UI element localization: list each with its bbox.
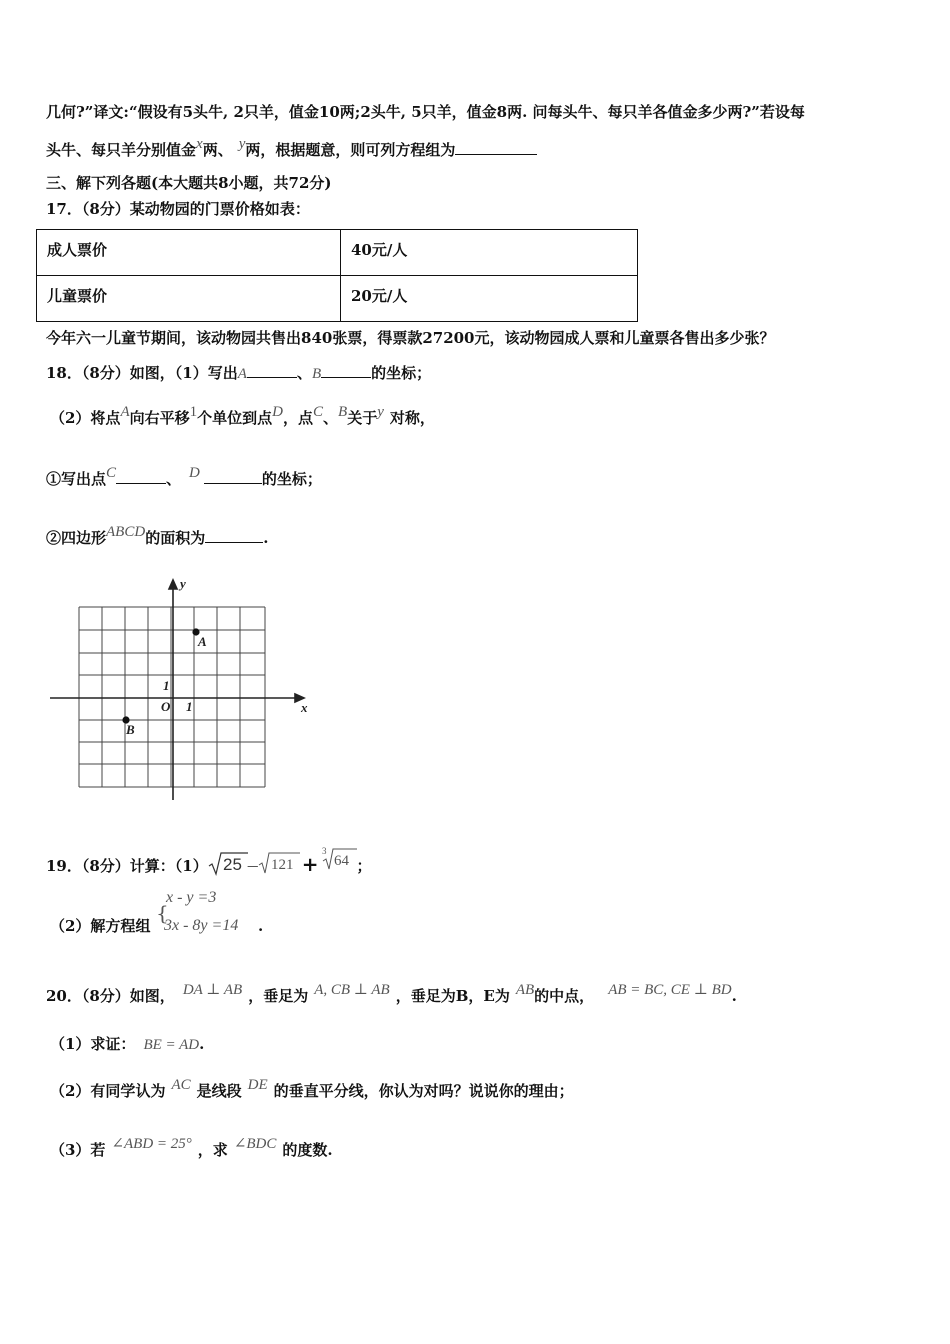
q20-text-3: 的中点， xyxy=(534,987,595,1005)
point-B-label: B xyxy=(126,722,135,737)
axes xyxy=(50,580,304,800)
q18-c1-C: C xyxy=(106,465,117,481)
brace-icon: { xyxy=(156,901,169,925)
q20-part1 xyxy=(50,1034,204,1055)
q19-line2 xyxy=(50,916,150,936)
q20-line1 xyxy=(46,982,737,1007)
q18-coord: 的坐标； xyxy=(371,364,432,382)
sqrt-25 xyxy=(208,851,248,877)
intro-line-1: 几何?”译文:“假设有5头牛, 2只羊，值金10两;2头牛, 5只羊，值金8两. 问每头牛、每只羊各值金多少两?”若设每 xyxy=(46,103,805,121)
q18-c1-text-b: 的坐标； xyxy=(261,470,322,488)
q18-p2-C: C xyxy=(313,404,324,420)
q20-math-1: DA ⊥ AB xyxy=(182,982,243,998)
q20-p2-text-c: 的垂直平分线，你认为对吗？说说你的理由； xyxy=(273,1082,574,1100)
minus-sign: – xyxy=(247,854,258,876)
q17-tail: 今年六一儿童节期间，该动物园共售出840张票，得票款27200元，该动物园成人票和儿童票各售出多少张？ xyxy=(46,329,775,347)
q17-head: 17．（8分）某动物园的门票价格如表： xyxy=(46,200,310,218)
y-axis-label: y xyxy=(180,576,186,591)
sqrt-25-value: 25 xyxy=(222,855,242,874)
blank-B xyxy=(321,362,371,378)
table-cell: 20元/人 xyxy=(341,276,638,322)
q18-c1-text-a: ①写出点 xyxy=(46,470,107,488)
q18-head: 18．（8分）如图，（1）写出 xyxy=(46,364,238,382)
q20-math-2: A, CB ⊥ AB xyxy=(314,982,390,998)
q20-p2-math-2: DE xyxy=(247,1077,268,1093)
var-y: y xyxy=(238,136,246,152)
point-A-label: A xyxy=(198,634,207,649)
q20-p2-text-a: （2）有同学认为 xyxy=(50,1082,166,1100)
intro-text-c: 两，根据题意，则可列方程组为 xyxy=(245,141,456,159)
y-axis-arrow xyxy=(169,580,177,589)
q18-p2-B: B xyxy=(338,404,348,420)
q20-p3-text-a: （3）若 xyxy=(50,1141,106,1159)
q20-p2-math-1: AC xyxy=(171,1077,191,1093)
tick-label-x-one: 1 xyxy=(186,699,193,714)
intro-text-b: 两、 xyxy=(202,141,233,159)
table-cell: 40元/人 xyxy=(341,230,638,276)
coordinate-grid-figure xyxy=(46,574,316,804)
cbrt-64 xyxy=(321,845,357,876)
cbrt-sign-icon xyxy=(321,845,357,875)
x-axis-label: x xyxy=(301,700,308,715)
sqrt-sign-icon xyxy=(208,851,248,877)
q18-p2-text-f: 关于 xyxy=(347,409,378,427)
q20-p3-math-1: ∠ABD = 25° xyxy=(111,1136,192,1152)
tick-label-y-one: 1 xyxy=(163,678,170,693)
origin-label: O xyxy=(161,699,171,714)
sqrt-121 xyxy=(258,851,300,877)
blank-D xyxy=(204,468,262,484)
q18-p2-y: y xyxy=(377,404,384,420)
equation-end-dot: . xyxy=(258,917,264,935)
table-row xyxy=(37,230,638,276)
q18-p2-text-d: ，点 xyxy=(282,409,313,427)
q18-part2 xyxy=(50,404,435,429)
equation-2: 3x - 8y =14 xyxy=(164,917,239,934)
table-cell: 儿童票价 xyxy=(37,276,341,322)
q20-part2 xyxy=(50,1077,574,1102)
q18-circle2 xyxy=(46,524,269,549)
q18-p2-text-a: （2）将点 xyxy=(50,409,121,427)
q18-head-line xyxy=(46,362,431,384)
cube-index: 3 xyxy=(321,846,327,856)
q19-line1 xyxy=(46,845,372,877)
cbrt-64-value: 64 xyxy=(333,853,349,869)
equation-1: x - y =3 xyxy=(166,889,217,906)
section-3-title: 三、解下列各题(本大题共8小题，共72分) xyxy=(46,174,332,192)
blank-A xyxy=(247,362,297,378)
q20-p1-end: . xyxy=(199,1035,205,1053)
q18-var-A: A xyxy=(237,366,247,382)
q18-c2-text-a: ②四边形 xyxy=(46,529,107,547)
grid-lines xyxy=(79,607,265,787)
table-row xyxy=(37,276,638,322)
q18-sep: 、 xyxy=(296,364,312,382)
q20-p1-math: BE = AD xyxy=(143,1037,200,1053)
q18-p2-D: D xyxy=(272,404,283,420)
q19-head: 19．（8分）计算：（1） xyxy=(46,857,208,875)
q18-c2-ABCD: ABCD xyxy=(106,524,146,540)
q20-text-2: ，垂足为B，E为 xyxy=(395,987,510,1005)
q18-circle1 xyxy=(46,465,322,490)
q20-math-4: AB = BC, CE ⊥ BD xyxy=(608,982,732,998)
table-cell: 成人票价 xyxy=(37,230,341,276)
answer-blank-system xyxy=(455,139,537,155)
price-table xyxy=(36,229,638,322)
q20-p3-text-c: 的度数. xyxy=(282,1141,333,1159)
q20-p1-text: （1）求证： xyxy=(50,1035,136,1053)
intro-line-2 xyxy=(46,136,537,161)
q18-p2-text-c: 个单位到点 xyxy=(197,409,273,427)
q18-var-B: B xyxy=(311,366,322,382)
q20-p3-text-b: ，求 xyxy=(197,1141,228,1159)
equation-system xyxy=(156,889,276,939)
plus-sign: + xyxy=(301,852,319,876)
q18-p2-text-e: 、 xyxy=(323,409,339,427)
q18-c2-text-b: 的面积为 xyxy=(145,529,206,547)
var-x: x xyxy=(196,136,203,152)
q18-p2-A: A xyxy=(120,404,130,420)
blank-area xyxy=(205,527,263,543)
q18-c1-sep: 、 xyxy=(166,470,182,488)
q20-text-1: ，垂足为 xyxy=(248,987,309,1005)
blank-C xyxy=(116,468,166,484)
q18-p2-one: 1 xyxy=(189,404,198,420)
intro-text-a: 头牛、每只羊分别值金 xyxy=(46,141,197,159)
sqrt-121-value: 121 xyxy=(270,857,294,873)
q19-semicolon: ； xyxy=(356,857,372,875)
q18-c2-end: . xyxy=(263,529,269,547)
q20-math-3: AB xyxy=(515,982,535,998)
sqrt-sign-icon xyxy=(258,851,300,877)
q20-p2-text-b: 是线段 xyxy=(196,1082,242,1100)
q20-part3 xyxy=(50,1136,333,1161)
coordinate-grid-svg xyxy=(46,574,316,804)
q18-c1-D: D xyxy=(189,465,200,481)
q19-part2-text: （2）解方程组 xyxy=(50,917,151,935)
q20-p3-math-2: ∠BDC xyxy=(233,1136,277,1152)
q20-head: 20．（8分）如图， xyxy=(46,987,175,1005)
q18-p2-text-g: 对称， xyxy=(389,409,435,427)
q18-p2-text-b: 向右平移 xyxy=(129,409,190,427)
q20-text-4: . xyxy=(731,987,737,1005)
